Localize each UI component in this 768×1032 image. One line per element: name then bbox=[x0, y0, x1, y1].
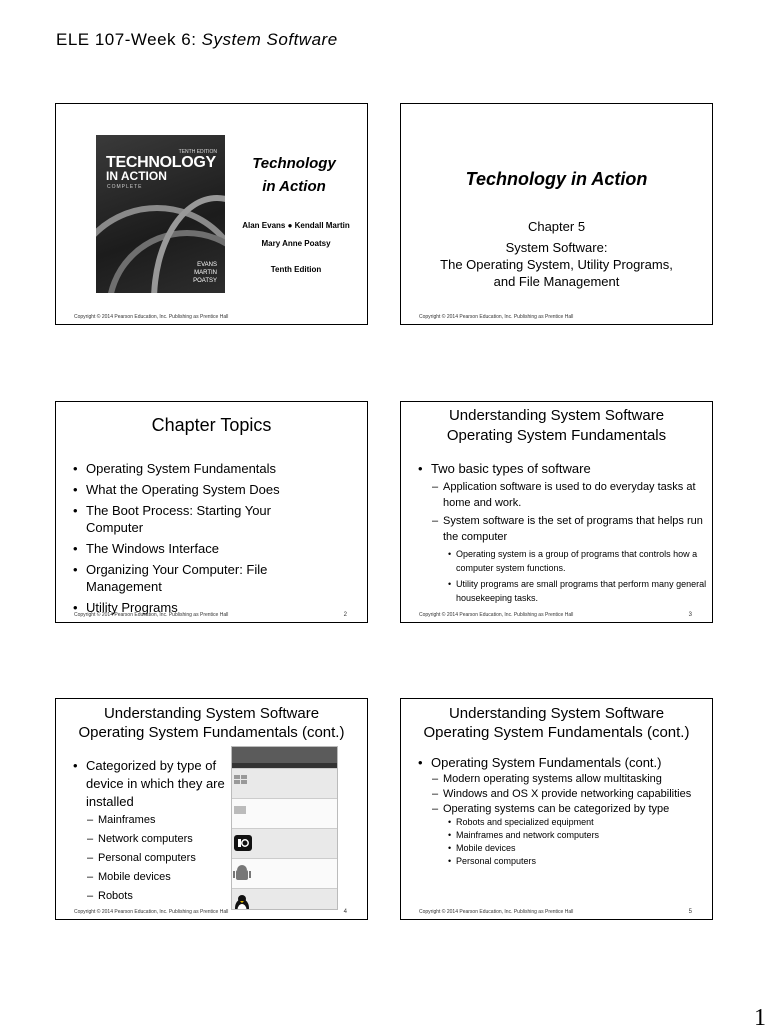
list-item: – Mobile devices bbox=[87, 868, 233, 887]
slide-title: Technology in Action bbox=[465, 169, 648, 189]
subtitle-line: and File Management bbox=[493, 274, 620, 289]
slide-number: 2 bbox=[343, 612, 347, 618]
page-header bbox=[56, 30, 338, 50]
slide-title bbox=[56, 704, 367, 742]
list-item: – Windows and OS X provide networking capabilities bbox=[432, 788, 708, 801]
subtitle-line: System Software: bbox=[505, 240, 608, 255]
list-item: • Personal computers bbox=[448, 855, 708, 868]
page-number: 1 bbox=[754, 1005, 766, 1031]
list-item: – Modern operating systems allow multitasking bbox=[432, 773, 708, 786]
slide-copyright: Copyright © 2014 Pearson Education, Inc. Publishing as Prentice Hall bbox=[419, 612, 574, 618]
book-edition: Tenth Edition bbox=[270, 265, 322, 274]
slide-title bbox=[401, 704, 712, 742]
bullet-list bbox=[418, 754, 708, 868]
title-line: Operating System Fundamentals (cont.) bbox=[423, 724, 690, 741]
slide-6 bbox=[400, 698, 713, 920]
cover-edition: TENTH EDITION bbox=[178, 149, 217, 155]
title-line: Operating System Fundamentals (cont.) bbox=[78, 724, 345, 741]
cover-subtitle: COMPLETE bbox=[107, 184, 143, 190]
list-item: • Organizing Your Computer: File Management bbox=[73, 561, 313, 595]
slide-copyright: Copyright © 2014 Pearson Education, Inc. Publishing as Prentice Hall bbox=[419, 314, 574, 320]
list-item: • The Boot Process: Starting Your Computer bbox=[73, 502, 313, 536]
slide-copyright: Copyright © 2014 Pearson Education, Inc. Publishing as Prentice Hall bbox=[74, 612, 229, 618]
book-authors-line1: Alan Evans ● Kendall Martin bbox=[242, 221, 350, 230]
list-item: • Robots and specialized equipment bbox=[448, 816, 708, 829]
cover-author: POATSY bbox=[193, 278, 217, 284]
topic-list bbox=[73, 460, 313, 620]
chapter-subtitle bbox=[401, 239, 712, 290]
book-cover-image bbox=[96, 135, 225, 293]
list-item: – System software is the set of programs that helps run the computer bbox=[432, 513, 708, 545]
book-authors bbox=[226, 217, 366, 253]
list-item: – Application software is used to do everyday tasks at home and work. bbox=[432, 479, 708, 511]
book-title-line1: Technology bbox=[252, 155, 336, 172]
bullet-list bbox=[418, 460, 708, 605]
book-title bbox=[234, 152, 354, 198]
slide-number: 3 bbox=[688, 612, 692, 618]
slide-copyright: Copyright © 2014 Pearson Education, Inc. Publishing as Prentice Hall bbox=[419, 909, 574, 915]
slide-title: Chapter Topics bbox=[151, 415, 272, 435]
list-item: • Mobile devices bbox=[448, 842, 708, 855]
title-line: Understanding System Software bbox=[448, 407, 665, 424]
os-table-image bbox=[231, 746, 338, 910]
cover-author: EVANS bbox=[197, 262, 217, 268]
slide-copyright: Copyright © 2014 Pearson Education, Inc. Publishing as Prentice Hall bbox=[74, 314, 229, 320]
cover-author: MARTIN bbox=[194, 270, 217, 276]
title-line: Understanding System Software bbox=[103, 705, 320, 722]
subtitle-line: The Operating System, Utility Programs, bbox=[440, 257, 673, 272]
list-item: – Operating systems can be categorized by type bbox=[432, 803, 708, 816]
cover-title-line1: TECHNOLOGY bbox=[106, 154, 216, 171]
cover-title-line2: IN ACTION bbox=[106, 169, 167, 183]
title-line: Operating System Fundamentals bbox=[446, 427, 667, 444]
header-prefix: ELE 107-Week 6: bbox=[56, 30, 202, 49]
slide-2 bbox=[400, 103, 713, 325]
list-item: • Utility programs are small programs that perform many general housekeeping tasks. bbox=[448, 577, 708, 605]
slide-title bbox=[401, 406, 712, 446]
book-authors-line2: Mary Anne Poatsy bbox=[261, 239, 331, 248]
slide-number: 4 bbox=[343, 909, 347, 915]
list-item: • Two basic types of software bbox=[418, 460, 708, 477]
list-item: – Network computers bbox=[87, 830, 233, 849]
slide-4 bbox=[400, 401, 713, 623]
bullet-list bbox=[73, 757, 233, 906]
title-line: Understanding System Software bbox=[448, 705, 665, 722]
list-item: • Categorized by type of device in which they are installed bbox=[73, 757, 233, 811]
list-item: • Operating system is a group of programs that controls how a computer system functions. bbox=[448, 547, 708, 575]
header-title: System Software bbox=[201, 30, 338, 49]
slide-3 bbox=[55, 401, 368, 623]
cover-authors bbox=[193, 261, 217, 285]
list-item: • Operating System Fundamentals bbox=[73, 460, 313, 477]
slide-5 bbox=[55, 698, 368, 920]
list-item: – Robots bbox=[87, 887, 233, 906]
list-item: • What the Operating System Does bbox=[73, 481, 313, 498]
list-item: – Mainframes bbox=[87, 811, 233, 830]
list-item: • The Windows Interface bbox=[73, 540, 313, 557]
list-item: • Operating System Fundamentals (cont.) bbox=[418, 754, 708, 771]
list-item: • Mainframes and network computers bbox=[448, 829, 708, 842]
slide-1 bbox=[55, 103, 368, 325]
list-item: • Utility Programs bbox=[73, 599, 313, 616]
chapter-label: Chapter 5 bbox=[527, 219, 586, 234]
book-title-line2: in Action bbox=[262, 178, 326, 195]
slide-copyright: Copyright © 2014 Pearson Education, Inc. Publishing as Prentice Hall bbox=[74, 909, 229, 915]
slide-number: 5 bbox=[688, 909, 692, 915]
list-item: – Personal computers bbox=[87, 849, 233, 868]
